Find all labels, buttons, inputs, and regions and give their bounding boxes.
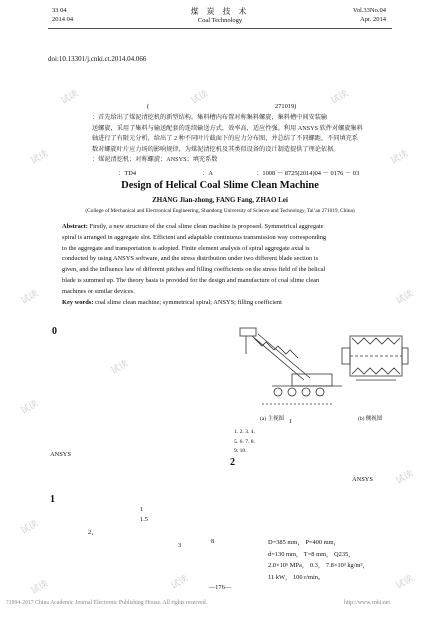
- watermark-text: 试读: [394, 573, 416, 592]
- cn-abstract: [92, 113, 392, 166]
- journal-title-cn: 煤 炭 技 术: [190, 7, 250, 16]
- abstract-line: conducted by using ANSYS software, and the stress distribution under two different blade section is: [62, 255, 318, 263]
- parameters-line: 11 kW， 100 r/min。: [268, 573, 325, 581]
- watermark-text: 试读: [394, 288, 416, 307]
- watermark-text: 试读: [189, 88, 211, 107]
- watermark-text: 试读: [19, 288, 41, 307]
- keywords-label: Key words:: [62, 298, 94, 306]
- number-8: 8: [211, 538, 215, 545]
- journal-title-en: Coal Technology: [197, 17, 243, 24]
- cn-abstract-line: 数对螺旋叶片应力场的影响规律，为煤泥清挖机及其类似设备的设计制造提供了理论依据。: [92, 145, 340, 153]
- figure-legend-line: 1. 2. 3. 4.: [234, 429, 255, 435]
- watermark-text: 试读: [329, 88, 351, 107]
- watermark-text: 试读: [29, 148, 51, 167]
- number-3: 3: [178, 542, 182, 549]
- journal-header: [0, 4, 440, 48]
- watermark-text: 试读: [19, 398, 41, 417]
- watermark-text: 试读: [59, 88, 81, 107]
- watermark-text: 试读: [394, 468, 416, 487]
- abstract-label: Abstract:: [62, 223, 88, 230]
- abstract-line: Firstly, a new structure of the coal slime clean machine is proposed. Symmetrical aggregate: [87, 223, 324, 230]
- abstract-en: [62, 222, 392, 308]
- paper-title-en: Design of Helical Coal Slime Clean Machine: [121, 180, 319, 191]
- number-1-5: 1.5: [140, 516, 148, 523]
- document-code: ：A: [202, 170, 214, 177]
- cn-affiliation-postcode: 271019): [275, 103, 297, 110]
- copyright-notice: ?1994-2017 China Academic Journal Electronic Publishing House. All rights reserved.: [6, 600, 208, 606]
- parameters-block: [268, 537, 369, 583]
- watermark-text: 试读: [109, 358, 131, 377]
- subfigure-a-caption: (a) 主视图: [260, 416, 284, 422]
- watermark-text: 试读: [19, 518, 41, 537]
- volume-info: [353, 6, 386, 24]
- cn-abstract-line: 送螺旋，采用了集料与输送配套的连续输送方式，效率高，适应性强。利用 ANSYS 软件对螺旋集料: [92, 124, 363, 132]
- abstract-line: given, and the influence law of different pitches and filling coefficients on the stress field of the helical: [62, 266, 326, 274]
- page-number: —176—: [208, 584, 232, 591]
- watermark-text: 试读: [389, 148, 411, 167]
- year-month: 2014 04: [52, 16, 74, 23]
- parameters-line: d=130 mm， T=8 mm， Q235，: [268, 550, 355, 558]
- number-2: 2、: [88, 529, 98, 536]
- figure-1: [232, 318, 410, 428]
- keywords-en: coal slime clean machine; symmetrical spiral; ANSYS; filling coefficient: [93, 298, 282, 306]
- section-2-heading: 2: [230, 457, 235, 468]
- section-1-heading: 1: [50, 494, 55, 505]
- figure-legend-line: 5. 6. 7. 8.: [234, 438, 255, 445]
- watermark-text: 试读: [169, 573, 191, 592]
- abstract-line: machines or similar devices.: [62, 287, 135, 295]
- machine-drawing: [232, 318, 410, 414]
- cn-keywords: ：煤泥清挖机；对称螺旋；ANSYS；填充系数: [92, 156, 218, 163]
- authors-en: ZHANG Jian-zhong, FANG Fang, ZHAO Lei: [152, 196, 288, 204]
- volume-issue: 33 04: [52, 7, 67, 14]
- article-number: ：1008 － 8725(2014)04 － 0176 － 03: [256, 170, 360, 177]
- figure-legend-line: 9. 10.: [234, 448, 247, 454]
- watermark-text: 试读: [29, 578, 51, 597]
- abstract-line: to the aggregate and transportation is adopted. Finite element analysis of spiral aggregate axial is: [62, 244, 310, 252]
- side-view-drawing: [342, 336, 408, 380]
- front-view-drawing: [240, 328, 342, 404]
- doi: doi:10.13301/j.cnki.ct.2014.04.066: [48, 55, 147, 63]
- publish-date: Apr. 2014: [360, 16, 386, 23]
- cn-abstract-line: ：首先给出了煤泥清挖机的新型结构，集料槽内布置对称集料螺旋，集料槽中间安装输: [92, 114, 328, 121]
- parameters-line: 2.0×10⁵ MPa， 0.3， 7.8×10³ kg/m³，: [268, 562, 369, 569]
- ansys-text-2: ANSYS: [352, 476, 373, 483]
- subfigure-b-caption: (b) 侧视图: [358, 416, 383, 422]
- ansys-text: ANSYS: [50, 451, 71, 458]
- abstract-line: spiral is arranged in aggregate slot. Efficient and adaptable continuous transmission way corresponding: [62, 233, 327, 241]
- figure-1-legend: [234, 428, 255, 457]
- footer-url: http://www.cnki.net: [344, 600, 390, 606]
- affiliation-en: (College of Mechanical and Electronical Engineering, Shandong University of Science and Technology, Tai’an 271019, China): [85, 208, 355, 214]
- cn-abstract-line: 轴进行了有限元分析，给出了 2 种不同叶片截面下的应力分布图，并总结了不同螺距、不同填充系: [92, 135, 359, 142]
- volume-number: Vol.33No.04: [352, 7, 386, 14]
- header-rule: [48, 28, 392, 29]
- abstract-line: blade is summed up. The theory basis is provided for the design and manufacture of coal slime clean: [62, 276, 320, 284]
- cn-affiliation-open: (: [147, 103, 150, 110]
- figure-1-caption: 1: [289, 418, 293, 425]
- number-1: 1: [140, 506, 144, 513]
- clc-number: ：TD4: [118, 170, 137, 177]
- section-0-heading: 0: [52, 326, 57, 337]
- parameters-line: D=385 mm， P=400 mm，: [268, 539, 341, 546]
